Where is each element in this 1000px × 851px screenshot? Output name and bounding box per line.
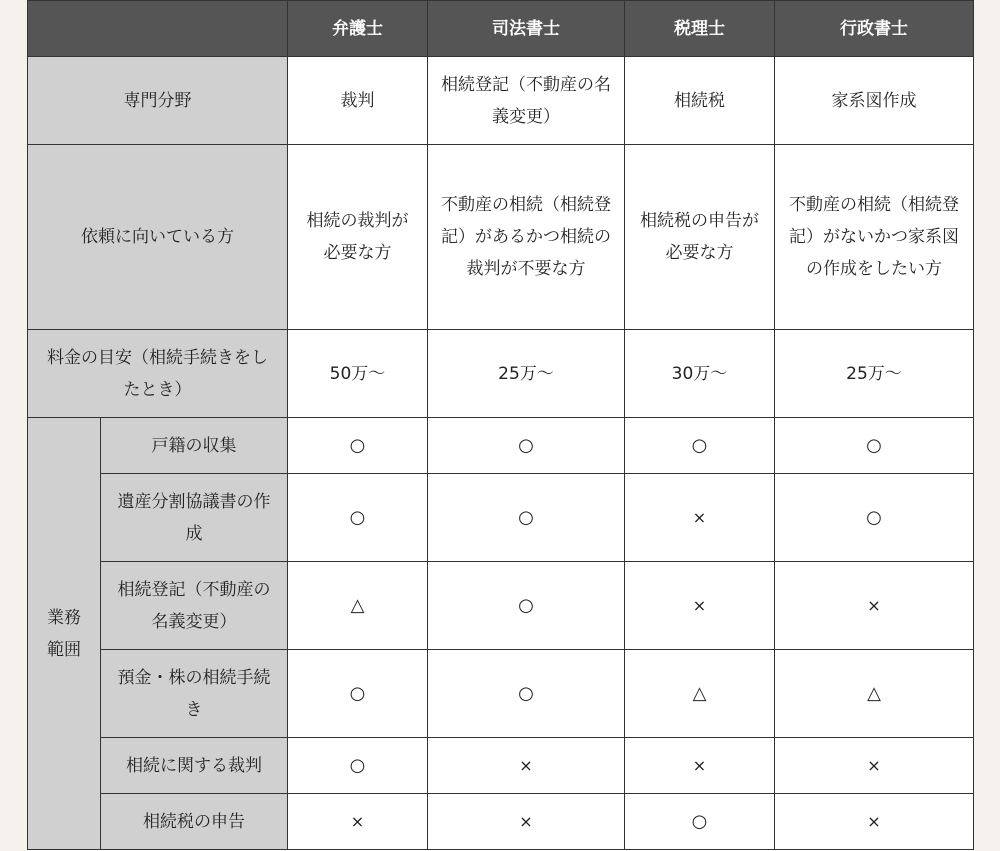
scope-mark: △ [625,650,775,738]
scope-mark: × [625,474,775,562]
suited-cell: 相続の裁判が必要な方 [288,145,428,330]
fee-cell: 50万〜 [288,330,428,418]
scope-task-label: 遺産分割協議書の作成 [101,474,288,562]
specialty-label: 専門分野 [28,57,288,145]
scope-mark: ○ [288,474,428,562]
fee-cell: 25万〜 [428,330,625,418]
suited-cell: 不動産の相続（相続登記）があるかつ相続の裁判が不要な方 [428,145,625,330]
scope-task-label: 相続登記（不動産の名義変更） [101,562,288,650]
suited-cell: 相続税の申告が必要な方 [625,145,775,330]
scope-mark: × [775,738,974,794]
suited-row [28,145,974,330]
professional-comparison-table [27,0,974,850]
scope-mark: ○ [775,474,974,562]
scope-mark: △ [775,650,974,738]
fee-label: 料金の目安（相続手続きをしたとき） [28,330,288,418]
scope-mark: ○ [625,794,775,850]
fee-cell: 30万〜 [625,330,775,418]
scope-mark: × [428,794,625,850]
specialty-cell: 家系図作成 [775,57,974,145]
specialty-cell: 相続税 [625,57,775,145]
scope-row [28,474,974,562]
header-row [28,1,974,57]
header-tax-accountant: 税理士 [625,1,775,57]
scope-mark: ○ [428,562,625,650]
fee-row [28,330,974,418]
scope-mark: × [428,738,625,794]
scope-task-label: 戸籍の収集 [101,418,288,474]
scope-mark: ○ [775,418,974,474]
header-judicial-scrivener: 司法書士 [428,1,625,57]
scope-mark: × [288,794,428,850]
scope-row [28,794,974,850]
scope-mark: ○ [288,738,428,794]
scope-mark: × [625,738,775,794]
scope-task-label: 相続に関する裁判 [101,738,288,794]
scope-row [28,738,974,794]
scope-mark: △ [288,562,428,650]
header-corner [28,1,288,57]
scope-row [28,418,974,474]
scope-mark: × [775,562,974,650]
scope-mark: ○ [428,418,625,474]
scope-mark: ○ [428,650,625,738]
scope-task-label: 預金・株の相続手続き [101,650,288,738]
specialty-row [28,57,974,145]
suited-label: 依頼に向いている方 [28,145,288,330]
scope-mark: ○ [428,474,625,562]
header-lawyer: 弁護士 [288,1,428,57]
scope-task-label: 相続税の申告 [101,794,288,850]
scope-mark: × [625,562,775,650]
scope-mark: ○ [288,650,428,738]
specialty-cell: 裁判 [288,57,428,145]
specialty-cell: 相続登記（不動産の名義変更） [428,57,625,145]
scope-row [28,562,974,650]
scope-mark: ○ [625,418,775,474]
header-administrative-scrivener: 行政書士 [775,1,974,57]
scope-group-label: 業務範囲 [28,418,101,850]
suited-cell: 不動産の相続（相続登記）がないかつ家系図の作成をしたい方 [775,145,974,330]
comparison-table-container [27,0,973,851]
fee-cell: 25万〜 [775,330,974,418]
scope-mark: × [775,794,974,850]
scope-mark: ○ [288,418,428,474]
scope-row [28,650,974,738]
